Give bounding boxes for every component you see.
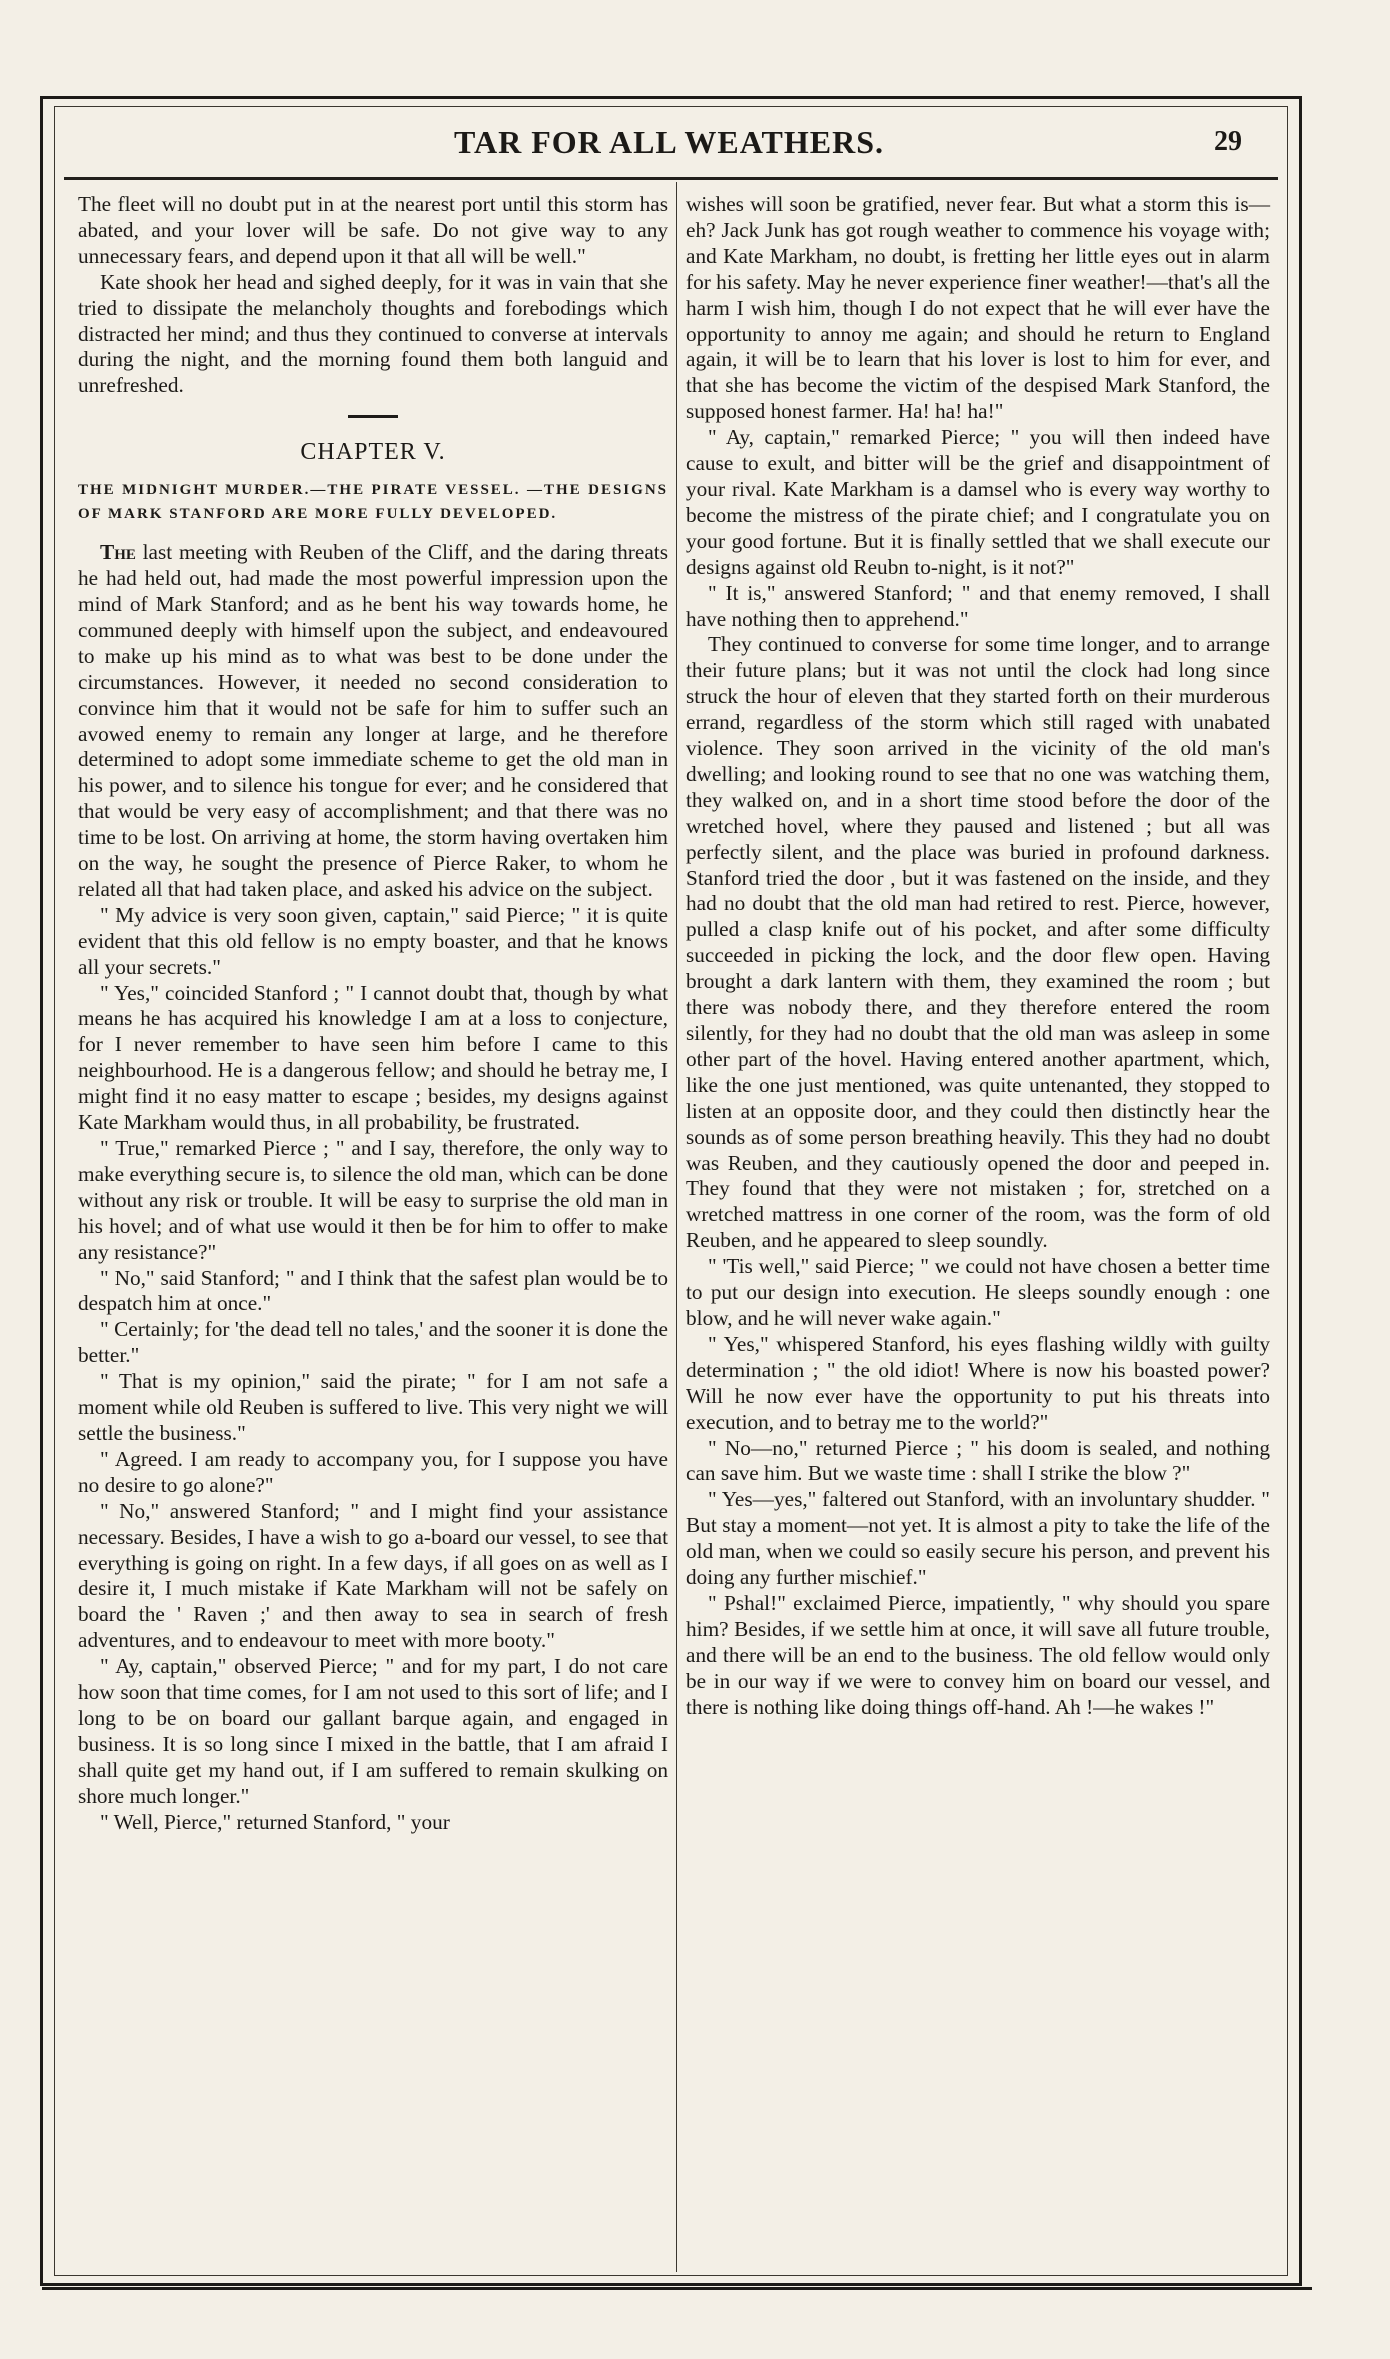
paragraph: " Yes," whispered Stanford, his eyes flashing wildly with guilty determination ; " the old idiot! Where is now his boasted power? Will he now ever have the opportunity to put his threats into execution, and to betray me to the world?": [686, 1331, 1270, 1434]
paragraph: " Pshal!" exclaimed Pierce, impatiently, " why should you spare him? Besides, if we settle him at once, it will save all future trouble, and there will be an end to the business. The old fellow would only be in our way if we were to convey him on board our vessel, and there is nothing like doing things off-hand. Ah !—he wakes !": [686, 1590, 1270, 1719]
chapter-separator: [348, 415, 398, 418]
paragraph: " Ay, captain," observed Pierce; " and for my part, I do not care how soon that time comes, for I am not used to this sort of life; and I long to be on board our gallant barque again, and engaged in business. It is so long since I mixed in the battle, that I am afraid I shall quite get my hand out, if I am suffered to remain skulking on shore much longer.": [78, 1654, 668, 1808]
page-number: 29: [1214, 126, 1242, 157]
paragraph: " True," remarked Pierce ; " and I say, therefore, the only way to make everything secure is, to silence the old man, which can be done without any risk or trouble. It will be easy to surprise the old man in his hovel; and of what use would it then be for him to offer to make any resistance?": [78, 1136, 668, 1264]
paragraph: " 'Tis well," said Pierce; " we could not have chosen a better time to put our design into execution. He sleeps soundly enough : one blow, and he will never wake again.": [686, 1254, 1270, 1330]
paragraph: " It is," answered Stanford; " and that enemy removed, I shall have nothing then to apprehend.": [686, 580, 1270, 631]
paragraph: " No," said Stanford; " and I think that the safest plan would be to despatch him at once.": [78, 1265, 668, 1316]
chapter-summary: THE MIDNIGHT MURDER.—THE PIRATE VESSEL. —THE DESIGNS OF MARK STANFORD ARE MORE FULLY DEVELOPED.: [78, 482, 668, 523]
paragraph: " Well, Pierce," returned Stanford, " your: [100, 1809, 450, 1834]
column-divider: [676, 182, 677, 2272]
paragraph-body: last meeting with Reuben of the Cliff, and the daring threats he had held out, had made the most powerful impression upon the mind of Mark Stanford; and as he bent his way towards home, he communed deeply with himself upon the subject, and endeavoured to make up his mind as to what was best to be done under the circumstances. However, it needed no second consideration to convince him that it would not be safe for him to suffer such an avowed enemy to remain any longer at large, and he therefore determined to adopt some immediate scheme to get the old man in his power, and to silence his tongue for ever; and he considered that that would be very easy of accomplishment; and that there was no time to be lost. On arriving at home, the storm having overtaken him on the way, he sought the presence of Pierce Raker, to whom he related all that had taken place, and asked his advice on the subject.: [78, 540, 669, 901]
right-column: [686, 192, 1270, 1720]
paragraph: " Agreed. I am ready to accompany you, for I suppose you have no desire to go alone?": [78, 1446, 668, 1497]
chapter-title: CHAPTER V.: [300, 439, 446, 466]
header-rule: [64, 177, 1278, 180]
paragraph: " My advice is very soon given, captain," said Pierce; " it is quite evident that this old fellow is no empty boaster, and that he knows all your secrets.": [78, 902, 668, 979]
paragraph: The fleet will no doubt put in at the nearest port until this storm has abated, and your lover will be safe. Do not give way to any unnecessary fears, and depend upon it that all will be well.": [78, 192, 668, 268]
paragraph: " Ay, captain," remarked Pierce; " you will then indeed have cause to exult, and bitter will be the grief and disappointment of your rival. Kate Markham is a damsel who is every way worthy to become the mistress of the pirate chief; and I congratulate you on your good fortune. But it is finally settled that we shall execute our designs against old Reubn to-night, is it not?": [686, 425, 1270, 579]
paragraph: " No—no," returned Pierce ; " his doom is sealed, and nothing can save him. But we waste time : shall I strike the blow ?": [686, 1435, 1270, 1486]
paragraph: They continued to converse for some time longer, and to arrange their future plans; but it was not until the clock had long since struck the hour of eleven that they started forth on their murderous errand, regardless of the storm which still raged with unabated violence. They soon arrived in the vicinity of the old man's dwelling; and looking round to see that no one was watching them, they walked on, and in a short time stood before the door of the wretched hovel, where they paused and listened ; but all was perfectly silent, and the place was buried in profound darkness. Stanford tried the door , but it was fastened on the inside, and they had no doubt that the old man had retired to rest. Pierce, however, pulled a clasp knife out of his pocket, and after some difficulty succeeded in picking the lock, and the door flew open. Having brought a dark lantern with them, they examined the room ; but there was nobody there, and they therefore entered the room silently, for they had no doubt that the old man was asleep in some other part of the hovel. Having entered another apartment, which, like the one just mentioned, was quite untenanted, they stopped to listen at an opposite door, and they could then distinctly hear the sounds as of some person breathing heavily. This they had no doubt was Reuben, and they cautiously opened the door and peeped in. They found that they were not mistaken ; for, stretched on a wretched mattress in one corner of the room, was the form of old Reuben, and he appeared to sleep soundly.: [686, 632, 1270, 1253]
paragraph: Kate shook her head and sighed deeply, for it was in vain that she tried to dissipate the melancholy thoughts and forebodings which distracted her mind; and thus they continued to converse at intervals during the night, and the morning found them both languid and unrefreshed.: [78, 269, 668, 398]
paragraph: " Yes," coincided Stanford ; " I cannot doubt that, though by what means he has acquired his knowledge I am at a loss to conjecture, for I never remember to have seen him before I came to this neighbourhood. He is a dangerous fellow; and should he betray me, I might find it no easy matter to escape ; besides, my designs against Kate Markham would thus, in all probability, be frustrated.: [78, 980, 668, 1135]
left-column: [78, 192, 668, 1835]
page-header: [64, 118, 1274, 174]
paragraph: " Certainly; for 'the dead tell no tales,' and the sooner it is done the better.": [78, 1317, 668, 1368]
running-title: TAR FOR ALL WEATHERS.: [454, 124, 884, 160]
paragraph: " That is my opinion," said the pirate; " for I am not safe a moment while old Reuben is suffered to live. This very night we will settle the business.": [78, 1369, 668, 1445]
paragraph: wishes will soon be gratified, never fear. But what a storm this is—eh? Jack Junk has got rough weather to commence his voyage with; and Kate Markham, no doubt, is fretting her little eyes out in alarm for his safety. May he never experience finer weather!—that's all the harm I wish him, though I do not expect that he will ever have the opportunity to annoy me again; and should he return to England again, it will be to learn that his lover is lost to him for ever, and that she has become the victim of the despised Mark Stanford, the supposed honest farmer. Ha! ha! ha!": [686, 192, 1270, 424]
paragraph: [78, 540, 668, 903]
paragraph-lead-word: The: [100, 540, 136, 565]
paragraph: " Yes—yes," faltered out Stanford, with an involuntary shudder. " But stay a moment—not yet. It is almost a pity to take the life of the old man, when we could so easily secure his person, and prevent his doing any further mischief.": [686, 1487, 1270, 1590]
bottom-rule: [42, 2287, 1312, 2290]
paragraph: " No," answered Stanford; " and I might find your assistance necessary. Besides, I have a wish to go a-board our vessel, to see that everything is going on right. In a few days, if all goes on as well as I desire it, I much mistake if Kate Markham will not be safely on board the ' Raven ;' and then away to sea in search of fresh adventures, and to endeavour to meet with more booty.": [78, 1498, 668, 1653]
